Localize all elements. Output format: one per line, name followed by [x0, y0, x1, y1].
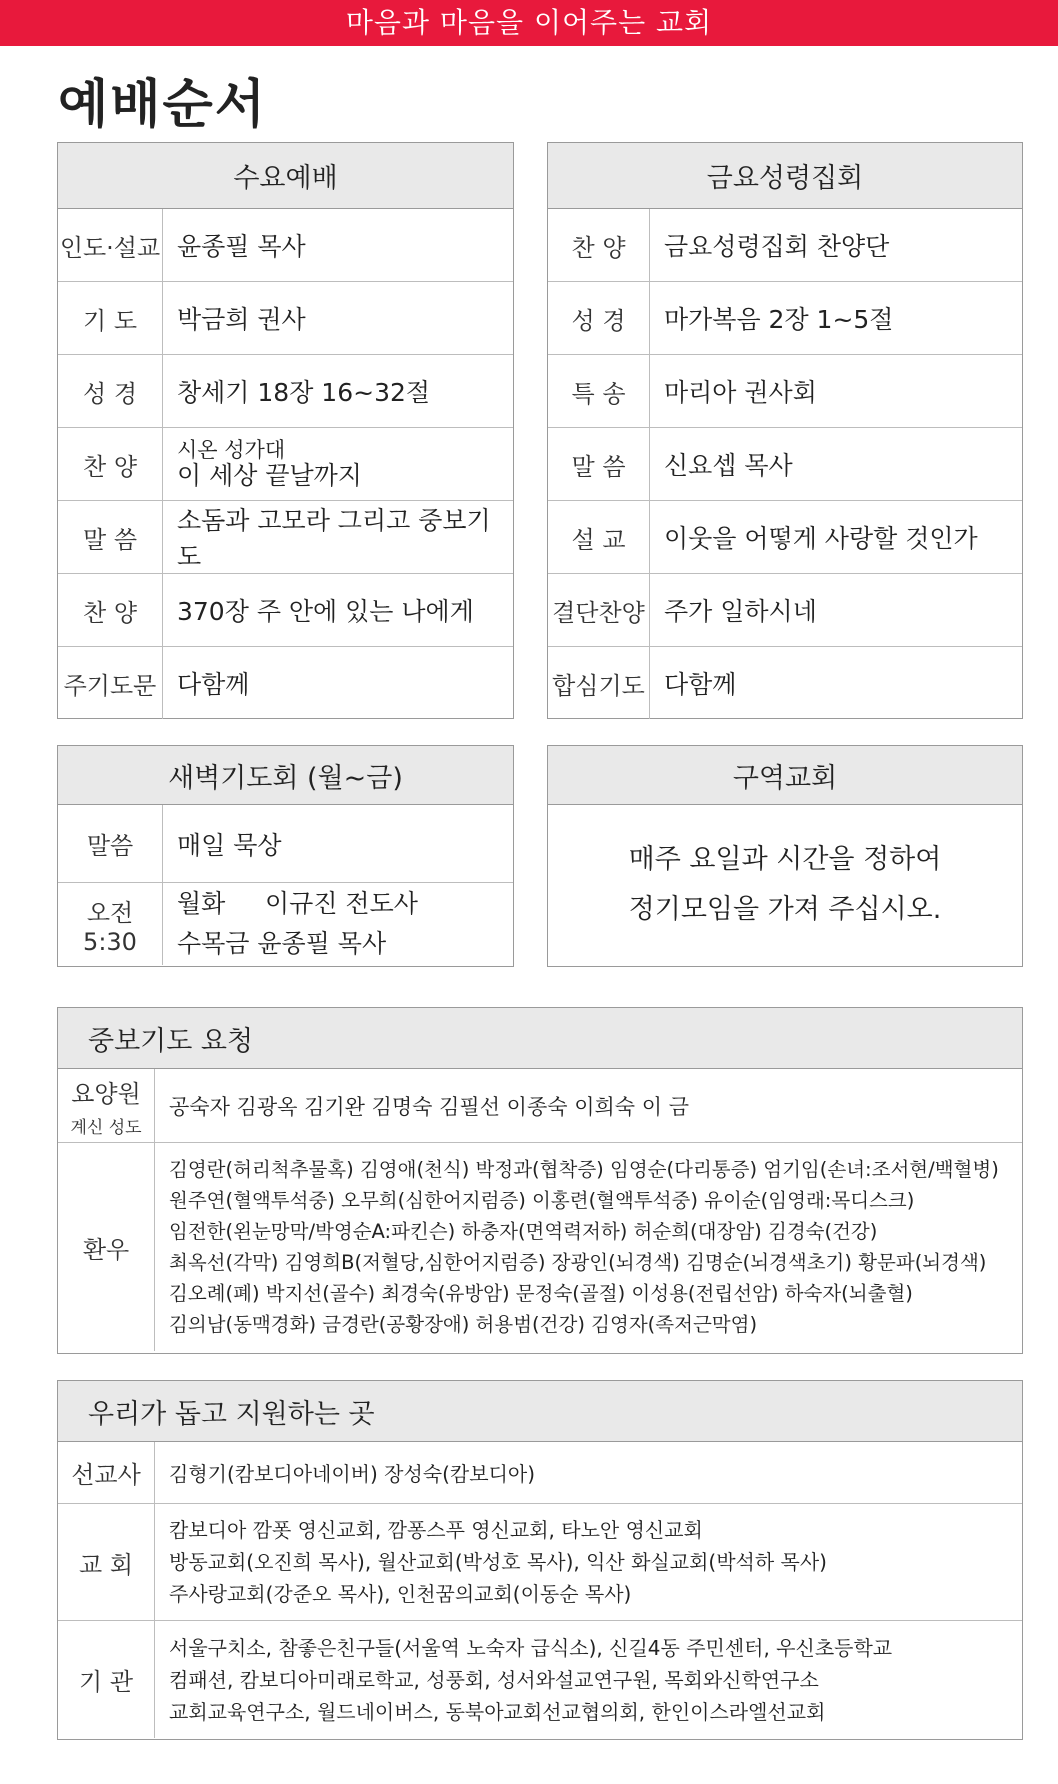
prayer-request-box	[57, 1007, 1023, 1354]
dawn-leader-line: 수목금 윤종필 목사	[177, 929, 387, 958]
nursing-home-label	[58, 1069, 155, 1142]
support-row	[58, 1442, 1022, 1504]
wed-row-value: 370장 주 안에 있는 나에게	[177, 597, 474, 626]
church-label: 교 회	[58, 1504, 155, 1620]
wed-row-value: 윤종필 목사	[177, 232, 306, 261]
wed-row	[58, 209, 513, 282]
support-row	[58, 1621, 1022, 1738]
fri-row-label: 성 경	[548, 282, 650, 354]
friday-service-title: 금요성령집회	[548, 143, 1022, 209]
dawn-row-value	[163, 883, 418, 965]
fri-row-value: 주가 일하시네	[664, 597, 817, 626]
wed-row-label: 말 씀	[58, 501, 163, 573]
wed-row-value: 박금희 권사	[177, 305, 306, 334]
dawn-prayer-box	[57, 745, 514, 967]
wed-row	[58, 647, 513, 719]
church-list	[155, 1504, 841, 1620]
fri-row	[548, 209, 1022, 282]
wed-row-value: 소돔과 고모라 그리고 중보기도	[177, 506, 491, 571]
institution-line: 서울구치소, 참좋은친구들(서울역 노숙자 급식소), 신길4동 주민센터, 우신초등학교	[169, 1635, 893, 1660]
fri-row-value: 금요성령집회 찬양단	[664, 232, 890, 261]
wed-row-value: 다함께	[177, 670, 250, 699]
missionary-names: 김형기(캄보디아네이버) 장성숙(캄보디아)	[169, 1462, 536, 1486]
fri-row-label: 찬 양	[548, 209, 650, 281]
wed-row-label: 주기도문	[58, 647, 163, 719]
hymn-title: 이 세상 끝날까지	[177, 461, 362, 490]
dawn-row-label: 말씀	[58, 805, 163, 882]
fri-row-value: 이웃을 어떻게 사랑할 것인가	[664, 524, 978, 553]
nursing-home-names: 공숙자 김광옥 김기완 김명숙 김필선 이종숙 이희숙 이 금	[169, 1094, 689, 1119]
fri-row-value: 신요셉 목사	[664, 451, 793, 480]
fri-row-label: 설 교	[548, 501, 650, 573]
page-title: 예배순서	[58, 75, 267, 135]
wed-row	[58, 501, 513, 574]
district-church-title: 구역교회	[548, 746, 1022, 805]
patients-line: 김의남(동맥경화) 금경란(공황장애) 허용범(건강) 김영자(족저근막염)	[169, 1313, 758, 1336]
wednesday-service-box	[57, 142, 514, 719]
fri-row-label: 합심기도	[548, 647, 650, 719]
wed-row-label: 찬 양	[58, 428, 163, 500]
church-line: 캄보디아 깜폿 영신교회, 깜퐁스푸 영신교회, 타노안 영신교회	[169, 1518, 703, 1542]
support-box	[57, 1380, 1023, 1740]
dawn-row	[58, 883, 513, 965]
wed-row	[58, 428, 513, 501]
fri-row-label: 말 씀	[548, 428, 650, 500]
nursing-home-label-sub: 계신 성도	[70, 1117, 142, 1138]
fri-row	[548, 282, 1022, 355]
district-notice-line: 정기모임을 가져 주십시오.	[628, 894, 942, 925]
wed-row-label: 성 경	[58, 355, 163, 427]
fri-row	[548, 355, 1022, 428]
fri-row-value: 마가복음 2장 1~5절	[664, 305, 894, 334]
patients-line: 임전한(왼눈망막/박영순A:파킨슨) 하충자(면역력저하) 허순희(대장암) 김경숙(건강)	[169, 1220, 878, 1243]
dawn-row-value: 매일 묵상	[177, 830, 282, 860]
prayer-row	[58, 1069, 1022, 1143]
patients-line: 김오례(폐) 박지선(골수) 최경숙(유방암) 문정숙(골절) 이성용(전립선암) 하숙자(뇌출혈)	[169, 1282, 913, 1305]
fri-row	[548, 574, 1022, 647]
patients-line: 최옥선(각막) 김영희B(저혈당,심한어지럼증) 장광인(뇌경색) 김명순(뇌경색초기) 황문파(뇌경색)	[169, 1251, 987, 1274]
wed-row-value: 창세기 18장 16~32절	[177, 378, 431, 407]
patients-line: 원주연(혈액투석중) 오무희(심한어지럼증) 이홍련(혈액투석중) 유이순(임영래:목디스크)	[169, 1189, 915, 1212]
friday-service-box	[547, 142, 1023, 719]
fri-row	[548, 501, 1022, 574]
fri-row-label: 결단찬양	[548, 574, 650, 646]
church-line: 주사랑교회(강준오 목사), 인천꿈의교회(이동순 목사)	[169, 1582, 632, 1606]
dawn-row-label: 오전 5:30	[58, 883, 163, 965]
wed-row-label: 찬 양	[58, 574, 163, 646]
institution-line: 컴패션, 캄보디아미래로학교, 성풍회, 성서와설교연구원, 목회와신학연구소	[169, 1667, 819, 1692]
prayer-request-title: 중보기도 요청	[58, 1008, 1022, 1069]
fri-row	[548, 647, 1022, 719]
nursing-home-label-main: 요양원	[71, 1079, 141, 1108]
wed-row	[58, 355, 513, 428]
patients-list	[155, 1143, 1013, 1351]
wed-row-label: 기 도	[58, 282, 163, 354]
top-banner: 마음과 마음을 이어주는 교회	[0, 0, 1058, 46]
wednesday-service-title: 수요예배	[58, 143, 513, 209]
fri-row-label: 특 송	[548, 355, 650, 427]
dawn-leader-line: 월화 이규진 전도사	[177, 889, 418, 918]
district-church-box	[547, 745, 1023, 967]
church-line: 방동교회(오진희 목사), 월산교회(박성호 목사), 익산 화실교회(박석하 목사)	[169, 1550, 827, 1574]
district-notice	[548, 805, 1022, 965]
fri-row	[548, 428, 1022, 501]
missionary-label: 선교사	[58, 1442, 155, 1503]
support-title: 우리가 돕고 지원하는 곳	[58, 1381, 1022, 1442]
prayer-row	[58, 1143, 1022, 1351]
wed-row	[58, 574, 513, 647]
choir-name: 시온 성가대	[177, 438, 286, 462]
district-notice-line: 매주 요일과 시간을 정하여	[628, 844, 942, 875]
wed-row-label: 인도·설교	[58, 209, 163, 281]
patients-label: 환우	[58, 1143, 155, 1351]
dawn-prayer-title: 새벽기도회 (월~금)	[58, 746, 513, 805]
fri-row-value: 다함께	[664, 670, 737, 699]
wed-row	[58, 282, 513, 355]
fri-row-value: 마리아 권사회	[664, 378, 817, 407]
patients-line: 김영란(허리척추물혹) 김영애(천식) 박정과(협착증) 임영순(다리통증) 엄기임(손녀:조서현/백혈병)	[169, 1158, 999, 1181]
institution-line: 교회교육연구소, 월드네이버스, 동북아교회선교협의회, 한인이스라엘선교회	[169, 1699, 826, 1724]
dawn-row	[58, 805, 513, 883]
institution-list	[155, 1621, 906, 1738]
wed-row-value	[163, 428, 362, 500]
institution-label: 기 관	[58, 1621, 155, 1738]
support-row	[58, 1504, 1022, 1621]
